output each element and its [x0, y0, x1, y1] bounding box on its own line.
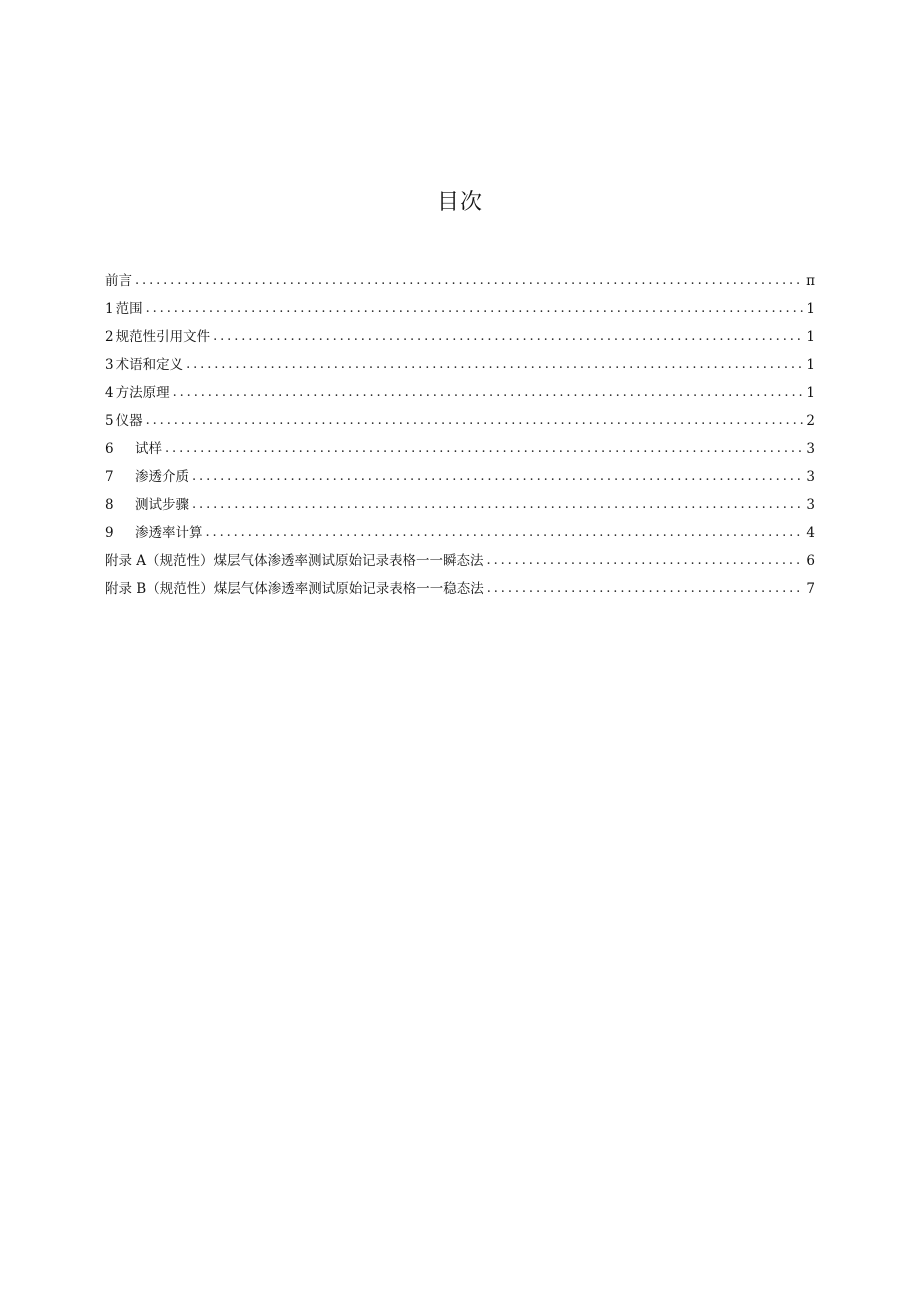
- toc-entry-page: 2: [806, 413, 815, 429]
- toc-entry-preface[interactable]: [105, 267, 815, 295]
- toc-entry-6[interactable]: [105, 435, 815, 463]
- toc-entry-page: 3: [806, 469, 815, 485]
- toc-entry-7[interactable]: [105, 463, 815, 491]
- toc-leader-dots: [192, 491, 803, 519]
- toc-entry-label: 仪器: [115, 413, 143, 429]
- toc-entry-number: 8: [105, 497, 114, 513]
- toc-entry-appendix-b[interactable]: [105, 575, 815, 603]
- toc-entry-label: 术语和定义: [115, 357, 184, 373]
- toc-entry-number: 7: [105, 469, 114, 485]
- toc-entry-label: 渗透率计算: [135, 525, 203, 541]
- toc-entry-label: 附录 B（规范性）煤层气体渗透率测试原始记录表格一一稳态法: [105, 581, 484, 597]
- toc-entry-8[interactable]: [105, 491, 815, 519]
- toc-leader-dots: [487, 547, 804, 575]
- toc-entry-page: 6: [806, 553, 815, 569]
- toc-entry-number: 3: [105, 357, 114, 373]
- toc-entry-page: π: [806, 273, 815, 289]
- toc-entry-page: 4: [806, 525, 815, 541]
- toc-leader-dots: [206, 519, 804, 547]
- toc-leader-dots: [487, 575, 804, 603]
- toc-entry-label: 范围: [115, 301, 143, 317]
- toc-entry-page: 1: [806, 385, 815, 401]
- toc-leader-dots: [186, 351, 803, 379]
- toc-entry-2[interactable]: [105, 323, 815, 351]
- toc-title: 目次: [436, 190, 483, 215]
- toc-entry-number: 5: [105, 413, 114, 429]
- toc-entry-4[interactable]: [105, 379, 815, 407]
- toc-leader-dots: [146, 407, 804, 435]
- toc-entry-label: 附录 A（规范性）煤层气体渗透率测试原始记录表格一一瞬态法: [105, 553, 484, 569]
- toc-entry-label: 试样: [135, 441, 162, 457]
- toc-leader-dots: [192, 463, 803, 491]
- toc-entry-appendix-a[interactable]: [105, 547, 815, 575]
- toc-entry-page: 1: [806, 301, 815, 317]
- toc-entry-number: 9: [105, 525, 114, 541]
- toc-entry-number: 2: [105, 329, 114, 345]
- toc-entry-label: 测试步骤: [135, 497, 189, 513]
- toc-entry-label: 渗透介质: [135, 469, 189, 485]
- toc-entry-number: 1: [105, 301, 114, 317]
- toc-entry-page: 7: [806, 581, 815, 597]
- toc-entry-page: 3: [806, 441, 815, 457]
- toc-entry-label: 前言: [105, 273, 132, 289]
- toc-leader-dots: [135, 267, 803, 295]
- toc-leader-dots: [173, 379, 804, 407]
- toc-entry-label: 规范性引用文件: [115, 329, 211, 345]
- toc-entry-9[interactable]: [105, 519, 815, 547]
- toc-leader-dots: [146, 295, 804, 323]
- toc-entry-number: 6: [105, 441, 114, 457]
- toc-leader-dots: [165, 435, 803, 463]
- toc-entry-1[interactable]: [105, 295, 815, 323]
- toc-entry-page: 1: [806, 357, 815, 373]
- toc-entry-5[interactable]: [105, 407, 815, 435]
- toc-entry-page: 3: [806, 497, 815, 513]
- toc-entry-number: 4: [105, 385, 114, 401]
- toc-list: [105, 267, 815, 603]
- toc-entry-label: 方法原理: [115, 385, 170, 401]
- toc-entry-3[interactable]: [105, 351, 815, 379]
- toc-entry-page: 1: [806, 329, 815, 345]
- toc-leader-dots: [213, 323, 803, 351]
